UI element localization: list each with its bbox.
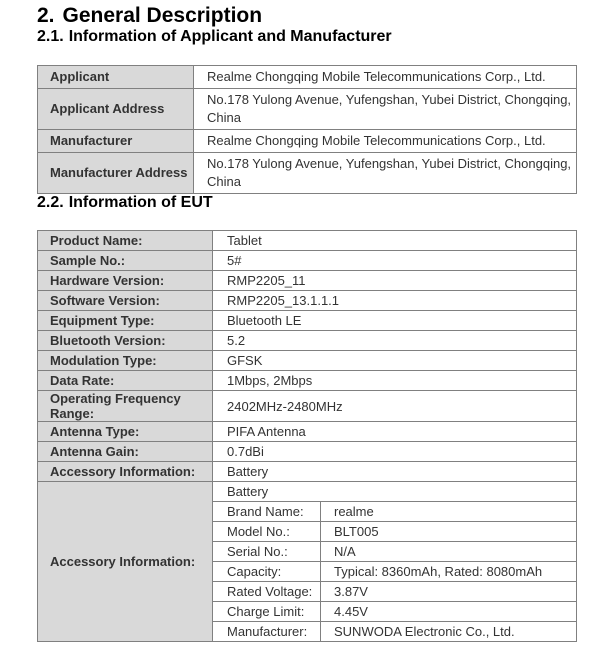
row-value-cell: 2402MHz-2480MHz <box>213 391 577 422</box>
row-value-cell: Typical: 8360mAh, Rated: 8080mAh <box>321 562 577 582</box>
row-value-cell: 4.45V <box>321 602 577 622</box>
table-row <box>38 462 577 482</box>
row-value-cell: SUNWODA Electronic Co., Ltd. <box>321 622 577 642</box>
row-label-cell: Equipment Type: <box>38 311 213 331</box>
section-number: 2.1. <box>37 28 64 45</box>
row-label-cell: Data Rate: <box>38 371 213 391</box>
row-value-cell: N/A <box>321 542 577 562</box>
section-title-text: Information of EUT <box>68 194 213 211</box>
row-label-cell: Manufacturer <box>38 130 194 153</box>
table-row <box>38 130 577 153</box>
eut-table <box>37 230 577 642</box>
page-title <box>37 4 577 28</box>
section-number: 2. <box>37 4 55 27</box>
table-row <box>38 271 577 291</box>
row-value-cell: No.178 Yulong Avenue, Yufengshan, Yubei District, Chongqing, China <box>194 153 577 194</box>
row-label-cell: Antenna Type: <box>38 422 213 442</box>
row-value-cell: 3.87V <box>321 582 577 602</box>
row-label-cell: Serial No.: <box>213 542 321 562</box>
row-value-cell: Tablet <box>213 231 577 251</box>
row-value-cell: GFSK <box>213 351 577 371</box>
row-value-cell: PIFA Antenna <box>213 422 577 442</box>
row-value-cell: No.178 Yulong Avenue, Yufengshan, Yubei District, Chongqing, China <box>194 89 577 130</box>
row-label-cell: Manufacturer: <box>213 622 321 642</box>
row-label-cell: Applicant Address <box>38 89 194 130</box>
row-value-cell: Realme Chongqing Mobile Telecommunications Corp., Ltd. <box>194 66 577 89</box>
section-title-text: General Description <box>62 4 263 27</box>
row-label-cell: Product Name: <box>38 231 213 251</box>
table-row <box>38 391 577 422</box>
section-2-1-title <box>37 28 577 46</box>
row-label-cell: Bluetooth Version: <box>38 331 213 351</box>
accessory-information-merged-cell: Accessory Information: <box>38 482 213 642</box>
row-value-cell: BLT005 <box>321 522 577 542</box>
row-label-cell: Model No.: <box>213 522 321 542</box>
section-title-text: Information of Applicant and Manufacturer <box>68 28 392 45</box>
table-row <box>38 66 577 89</box>
applicant-table <box>37 65 577 194</box>
row-label-cell: Rated Voltage: <box>213 582 321 602</box>
battery-subtable-header-cell: Battery <box>213 482 577 502</box>
row-label-cell: Capacity: <box>213 562 321 582</box>
row-label-cell: Hardware Version: <box>38 271 213 291</box>
row-value-cell: RMP2205_13.1.1.1 <box>213 291 577 311</box>
row-value-cell: 5.2 <box>213 331 577 351</box>
table-row <box>38 311 577 331</box>
table-row <box>38 291 577 311</box>
table-row <box>38 482 577 502</box>
table-row <box>38 351 577 371</box>
section-2-2-title <box>37 194 577 212</box>
section-number: 2.2. <box>37 194 64 211</box>
table-row <box>38 422 577 442</box>
row-label-cell: Modulation Type: <box>38 351 213 371</box>
row-label-cell: Software Version: <box>38 291 213 311</box>
table-row <box>38 153 577 194</box>
row-value-cell: 1Mbps, 2Mbps <box>213 371 577 391</box>
table-row <box>38 89 577 130</box>
row-label-cell: Charge Limit: <box>213 602 321 622</box>
table-row <box>38 251 577 271</box>
row-value-cell: Realme Chongqing Mobile Telecommunications Corp., Ltd. <box>194 130 577 153</box>
row-value-cell: RMP2205_11 <box>213 271 577 291</box>
row-label-cell: Brand Name: <box>213 502 321 522</box>
row-value-cell: Battery <box>213 462 577 482</box>
row-label-cell: Applicant <box>38 66 194 89</box>
table-row <box>38 231 577 251</box>
row-value-cell: 0.7dBi <box>213 442 577 462</box>
table-row <box>38 331 577 351</box>
row-label-cell: Antenna Gain: <box>38 442 213 462</box>
row-value-cell: realme <box>321 502 577 522</box>
row-value-cell: Bluetooth LE <box>213 311 577 331</box>
row-label-cell: Accessory Information: <box>38 462 213 482</box>
row-label-cell: Sample No.: <box>38 251 213 271</box>
row-value-cell: 5# <box>213 251 577 271</box>
table-row <box>38 371 577 391</box>
table-row <box>38 442 577 462</box>
row-label-cell: Manufacturer Address <box>38 153 194 194</box>
row-label-cell: Operating Frequency Range: <box>38 391 213 422</box>
